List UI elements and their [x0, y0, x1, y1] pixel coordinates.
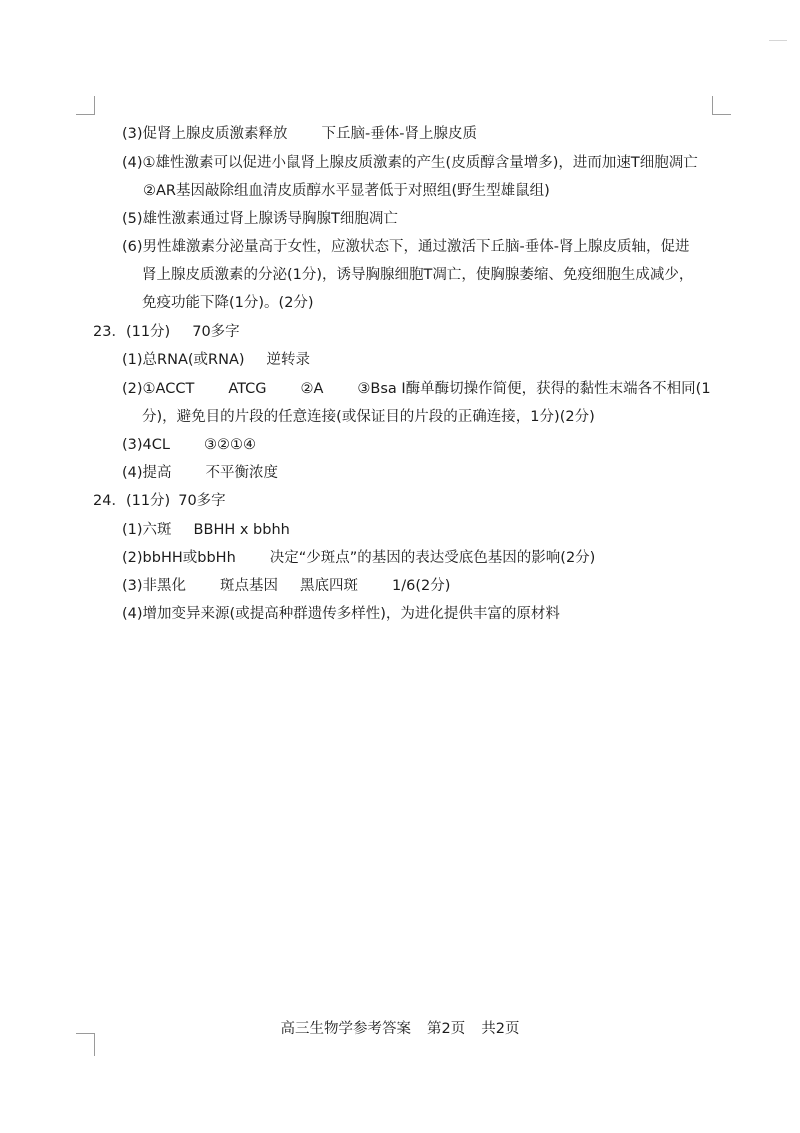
top-right-rule: [769, 40, 787, 41]
q23-item-2-answer-b: ATCG: [228, 381, 267, 397]
q24-item-3-answer-d: 1/6(2分): [392, 578, 451, 594]
q24-item-1-answer-b: BBHH x bbhh: [193, 522, 290, 538]
footer-title: 高三生物学参考答案: [280, 1021, 412, 1037]
page-footer: [0, 1019, 800, 1039]
q24-item-2: [122, 548, 595, 568]
q22-item-6-line-3: 免疫功能下降(1分)。(2分): [142, 295, 314, 311]
q23-item-1: [122, 350, 310, 370]
q23-item-3: [122, 435, 256, 455]
q24-item-1-answer-a: (1)六斑: [122, 522, 172, 538]
crop-mark-top-right: [712, 96, 731, 115]
q24-item-4: (4)增加变异来源(或提高种群遗传多样性)，为进化提供丰富的原材料: [122, 606, 560, 622]
crop-mark-top-left: [76, 96, 95, 115]
q23-word-count: 70多字: [192, 324, 240, 340]
q23-item-2-line-1: [122, 379, 711, 399]
q23-item-2-answer-a: (2)①ACCT: [122, 381, 195, 397]
q24-heading: [93, 491, 226, 511]
q23-item-4: [122, 463, 278, 483]
q24-item-3-answer-a: (3)非黑化: [122, 578, 187, 594]
q22-item-6-line-1: (6)男性雄激素分泌量高于女性，应激状态下，通过激活下丘脑-垂体-肾上腺皮质轴，促进: [122, 239, 690, 255]
q23-item-2-answer-d: ③Bsa Ⅰ酶单酶切操作简便，获得的黏性末端各不相同(1: [357, 381, 711, 397]
footer-total-pages: 共2页: [481, 1021, 520, 1037]
q23-item-2-answer-c: ②A: [300, 381, 324, 397]
q24-item-3-answer-c: 黑底四斑: [300, 578, 359, 594]
footer-page-number: 第2页: [427, 1021, 466, 1037]
q23-number: 23．(11分): [93, 324, 171, 340]
q24-item-3: [122, 576, 450, 596]
q22-item-3-answer-b: 下丘脑-垂体-肾上腺皮质: [321, 126, 478, 142]
q23-item-2-line-2: 分)，避免目的片段的任意连接(或保证目的片段的正确连接，1分)(2分): [142, 409, 595, 425]
q22-item-3-answer-a: (3)促肾上腺皮质激素释放: [122, 126, 288, 142]
q23-item-4-answer-b: 不平衡浓度: [205, 465, 279, 481]
q23-item-3-answer-b: ③②①④: [203, 437, 256, 453]
q23-item-1-answer-b: 逆转录: [266, 352, 311, 368]
q23-item-3-answer-a: (3)4CL: [122, 437, 170, 453]
q22-item-4-line-2: ②AR基因敲除组血清皮质醇水平显著低于对照组(野生型雄鼠组): [143, 183, 550, 199]
q24-item-2-answer-a: (2)bbHH或bbHh: [122, 550, 236, 566]
q24-word-count: 70多字: [178, 493, 226, 509]
q23-item-1-answer-a: (1)总RNA(或RNA): [122, 352, 245, 368]
q23-item-4-answer-a: (4)提高: [122, 465, 172, 481]
q22-item-5: (5)雄性激素通过肾上腺诱导胸腺T细胞凋亡: [122, 211, 398, 227]
q22-item-4-line-1: (4)①雄性激素可以促进小鼠肾上腺皮质激素的产生(皮质醇含量增多)，进而加速T细胞凋亡: [122, 155, 698, 171]
q24-item-1: [122, 520, 290, 540]
q24-item-3-answer-b: 斑点基因: [220, 578, 279, 594]
q24-item-2-answer-b: 决定“少斑点”的基因的表达受底色基因的影响(2分): [269, 550, 596, 566]
q24-number: 24．(11分): [93, 493, 171, 509]
q23-heading: [93, 322, 240, 342]
q22-item-6-line-2: 肾上腺皮质激素的分泌(1分)，诱导胸腺细胞T凋亡，使胸腺萎缩、免疫细胞生成减少，: [142, 267, 694, 283]
q22-item-3: [122, 124, 477, 144]
